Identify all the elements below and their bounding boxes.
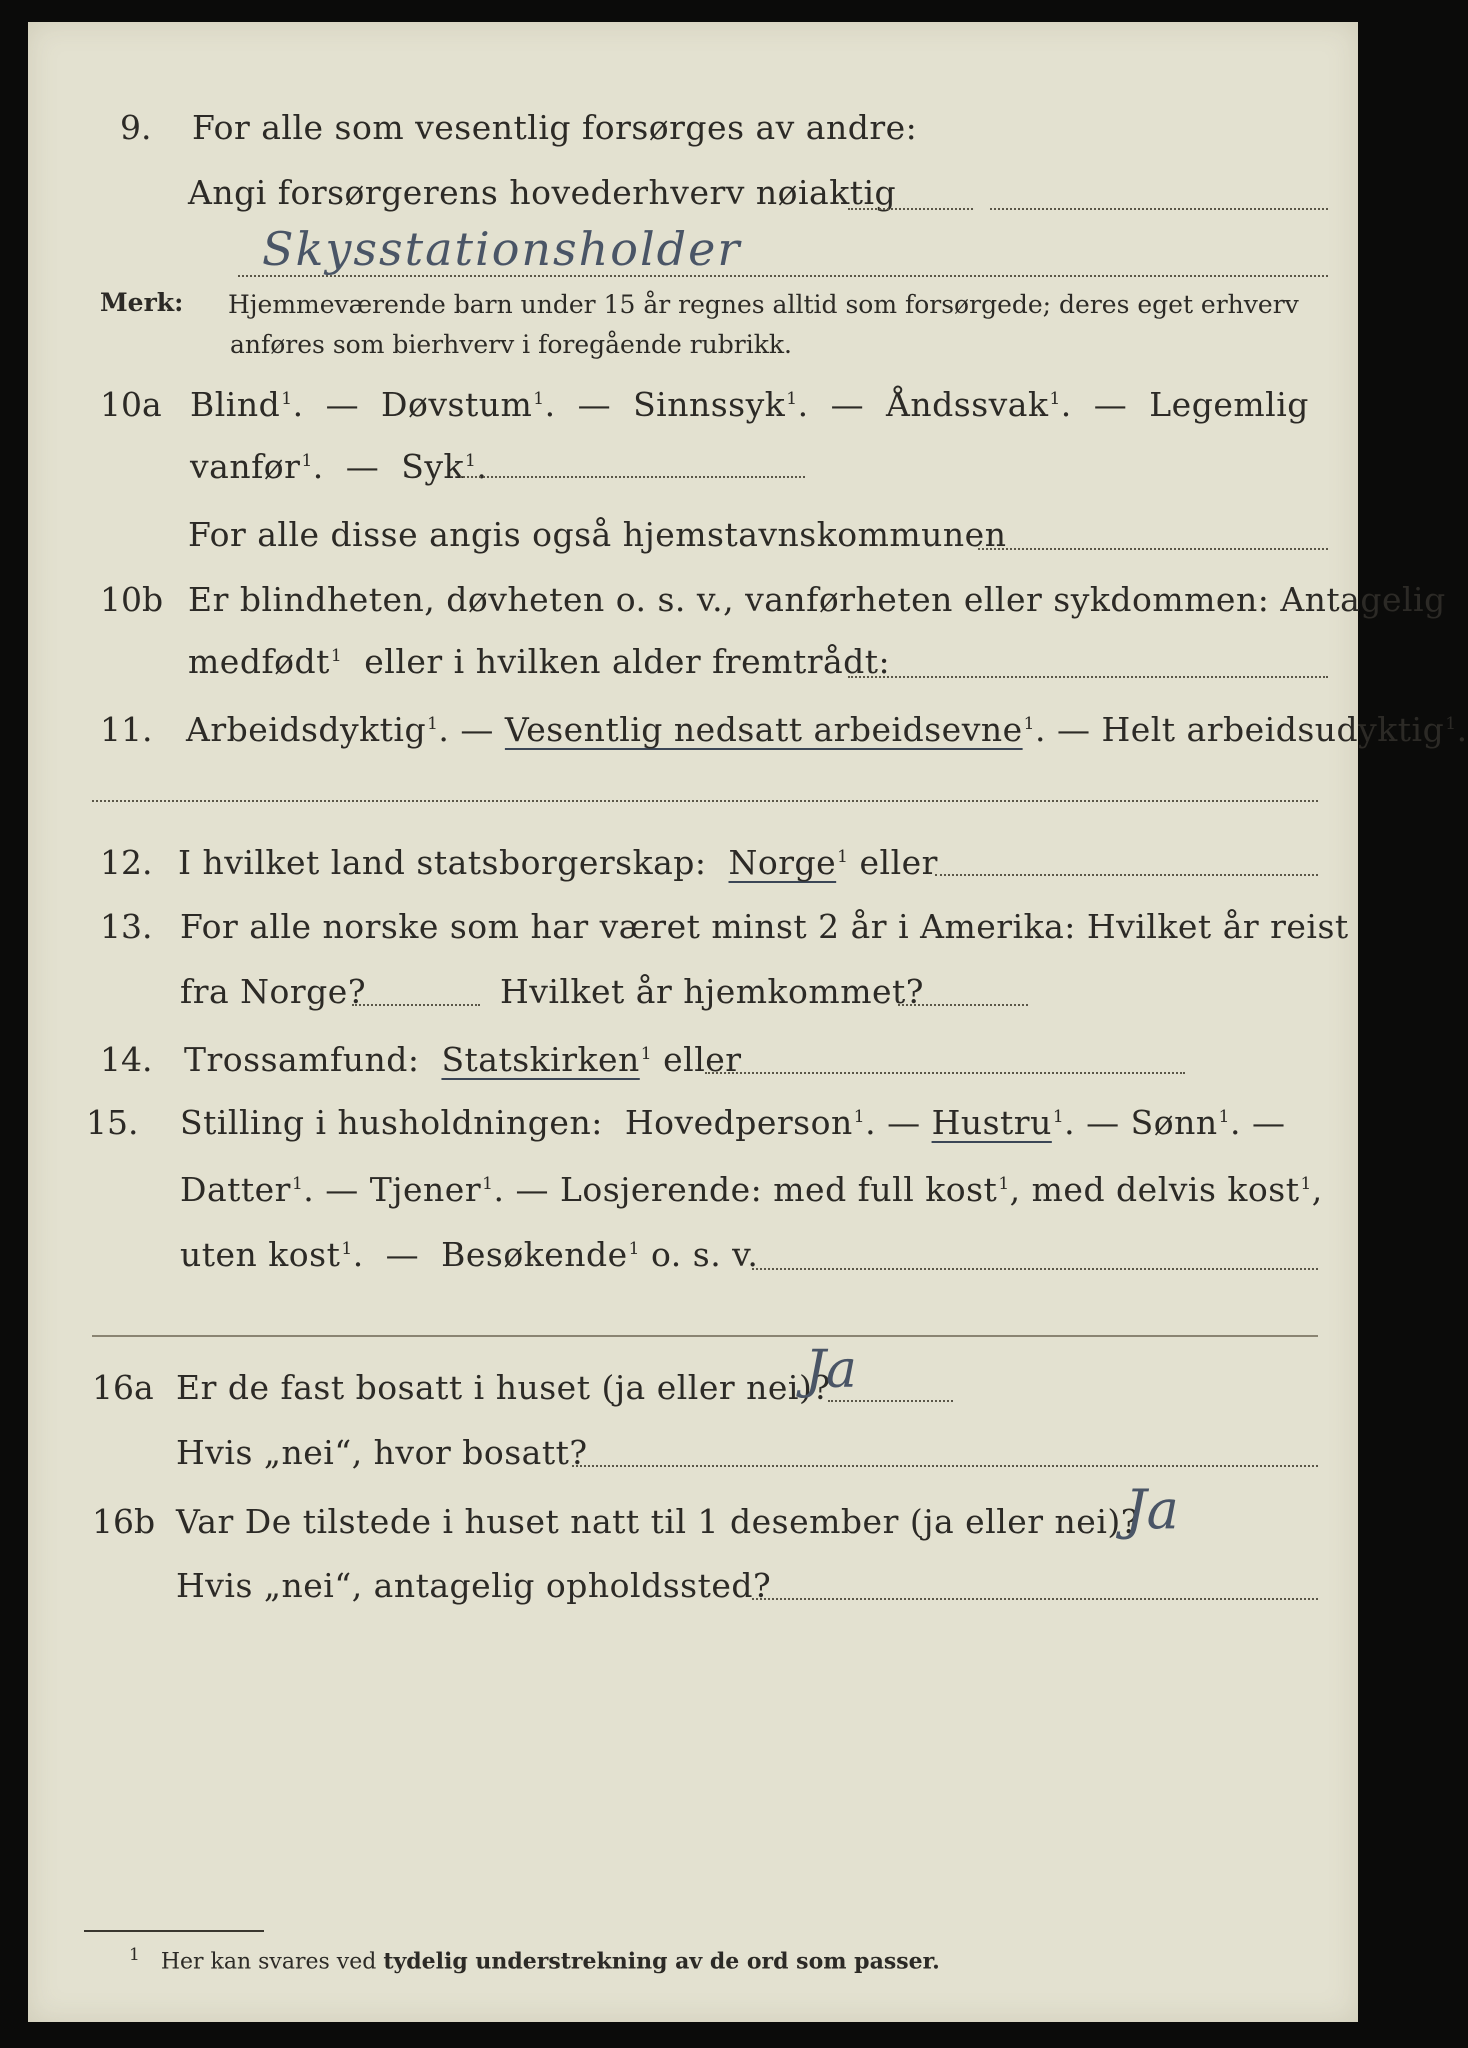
q10a-number: 10a	[100, 385, 162, 424]
q10a-vanfor: vanfør	[190, 447, 301, 486]
footnote-bold: tydelig understrekning av de ord som passer.	[383, 1948, 940, 1975]
q9-line1: For alle som vesentlig forsørges av andre:	[192, 108, 918, 147]
q15-hustru-underlined: Hustru	[931, 1103, 1052, 1142]
q15-line3: uten kost$^1$. — Besøkende$^1$ o. s. v.	[180, 1235, 759, 1274]
q14-number: 14.	[100, 1040, 153, 1079]
q12-eller: eller	[859, 843, 938, 882]
q15-tjener: Tjener	[369, 1170, 482, 1209]
q13-fra-norge: fra Norge?	[180, 972, 367, 1011]
q10a-syk: Syk	[401, 447, 464, 486]
q10b-dotted-line	[848, 676, 1328, 678]
q16b-line1: Var De tilstede i huset natt til 1 desember (ja eller nei)?	[176, 1502, 1139, 1541]
census-form-page	[28, 22, 1358, 2022]
q14-line: Trossamfund: Statskirken$^1$ eller	[184, 1040, 742, 1079]
q15-hovedperson: Hovedperson	[624, 1103, 853, 1142]
q14-eller: eller	[663, 1040, 742, 1079]
q15-datter: Datter	[180, 1170, 291, 1209]
q10a-line3: For alle disse angis også hjemstavnskommunen	[188, 515, 1007, 554]
q10a-dovstum: Døvstum	[381, 385, 533, 424]
q16b-line2: Hvis „nei“, antagelig opholdssted?	[176, 1566, 772, 1605]
q9-line2: Angi forsørgerens hovederhverv nøiaktig	[188, 173, 897, 212]
q16a-handwritten-answer: Ja	[805, 1340, 857, 1400]
q9-answer-line	[238, 275, 1328, 277]
q15-losjerende: Losjerende:	[559, 1170, 763, 1209]
q10b-rest: eller i hvilken alder fremtrådt:	[364, 642, 891, 681]
q10b-number: 10b	[100, 580, 164, 619]
q10b-medfodt: medfødt	[188, 642, 330, 681]
q12-norge-underlined: Norge	[728, 843, 837, 882]
q15-besokende: Besøkende	[441, 1235, 628, 1274]
merk-line2: anføres som bierhverv i foregående rubrikk.	[230, 330, 792, 359]
q12-dotted-line	[935, 874, 1318, 876]
q10b-line2: medfødt$^1$ eller i hvilken alder fremtrådt:	[188, 642, 891, 681]
footnote-mark: 1	[129, 1945, 140, 1965]
merk-line1: Hjemmeværende barn under 15 år regnes alltid som forsørgede; deres eget erhverv	[228, 290, 1299, 319]
q9-handwritten-answer: Skysstationsholder	[262, 222, 742, 276]
q10a-dotted-line	[460, 476, 805, 478]
q12-number: 12.	[100, 843, 153, 882]
q15-dotted-line	[752, 1268, 1318, 1270]
footnote-rule	[84, 1930, 264, 1932]
merk-label: Merk:	[100, 288, 184, 317]
section-divider-2	[92, 1335, 1318, 1337]
q12-text: I hvilket land statsborgerskap:	[178, 843, 707, 882]
q13-line1: For alle norske som har været minst 2 år i Amerika: Hvilket år reist	[180, 907, 1349, 946]
q10b-line1: Er blindheten, døvheten o. s. v., vanførheten eller sykdommen: Antagelig	[188, 580, 1446, 619]
q15-line2: Datter$^1$. — Tjener$^1$. — Losjerende: med full kost$^1$, med delvis kost$^1$,	[180, 1170, 1323, 1209]
q16a-dotted-line-1	[828, 1400, 953, 1402]
q16a-line2: Hvis „nei“, hvor bosatt?	[176, 1433, 588, 1472]
q16a-line1: Er de fast bosatt i huset (ja eller nei)?	[176, 1368, 831, 1407]
q16b-handwritten-answer: Ja	[1125, 1478, 1179, 1541]
q15-line1: Stilling i husholdningen: Hovedperson$^1$. — Hustru$^1$. — Sønn$^1$. —	[180, 1103, 1286, 1142]
q16a-dotted-line-2	[572, 1465, 1318, 1467]
q14-statskirken-underlined: Statskirken	[441, 1040, 640, 1079]
q13-dotted-line-2	[898, 1004, 1028, 1006]
q15-uten: uten kost	[180, 1235, 341, 1274]
q9-number: 9.	[120, 108, 152, 147]
q9-dotted-line	[848, 208, 973, 210]
q11-line: Arbeidsdyktig$^1$. — Vesentlig nedsatt arbeidsevne$^1$. — Helt arbeidsudyktig$^1$.	[186, 710, 1468, 749]
q16a-number: 16a	[92, 1368, 154, 1407]
footnote	[128, 1945, 940, 1974]
q14-dotted-line	[705, 1072, 1185, 1074]
section-divider-1	[92, 800, 1318, 802]
footnote-plain: Her kan svares ved	[160, 1949, 377, 1975]
q16b-dotted-line	[752, 1598, 1318, 1600]
q16b-number: 16b	[92, 1502, 156, 1541]
q15-med-full: med full kost	[773, 1170, 998, 1209]
q11-number: 11.	[100, 710, 153, 749]
q10a-blind: Blind	[190, 385, 281, 424]
q9-dotted-line-2	[990, 208, 1328, 210]
q10a-legemlig: Legemlig	[1149, 385, 1309, 424]
q11-vesentlig-underlined: Vesentlig nedsatt arbeidsevne	[504, 710, 1023, 749]
q13-number: 13.	[100, 907, 153, 946]
q15-med-delvis: med delvis kost	[1031, 1170, 1300, 1209]
q11-helt: Helt arbeidsudyktig	[1101, 710, 1445, 749]
q15-sonn: Sønn	[1130, 1103, 1218, 1142]
q14-text: Trossamfund:	[184, 1040, 420, 1079]
q10a-dotted-line-2	[978, 548, 1328, 550]
q10a-andssvak: Åndssvak	[886, 385, 1049, 424]
q10a-sinnssyk: Sinnssyk	[633, 385, 786, 424]
q10a-line2: vanfør$^1$. — Syk$^1$.	[190, 447, 488, 486]
q11-arbeidsdyktig: Arbeidsdyktig	[186, 710, 427, 749]
q15-number: 15.	[86, 1103, 139, 1142]
q12-line: I hvilket land statsborgerskap: Norge$^1$ eller	[178, 843, 938, 882]
q13-hjemkommet: Hvilket år hjemkommet?	[500, 972, 924, 1011]
q10a-line1: Blind$^1$. — Døvstum$^1$. — Sinnssyk$^1$. — Åndssvak$^1$. — Legemlig	[190, 385, 1309, 424]
q13-dotted-line-1	[352, 1004, 480, 1006]
